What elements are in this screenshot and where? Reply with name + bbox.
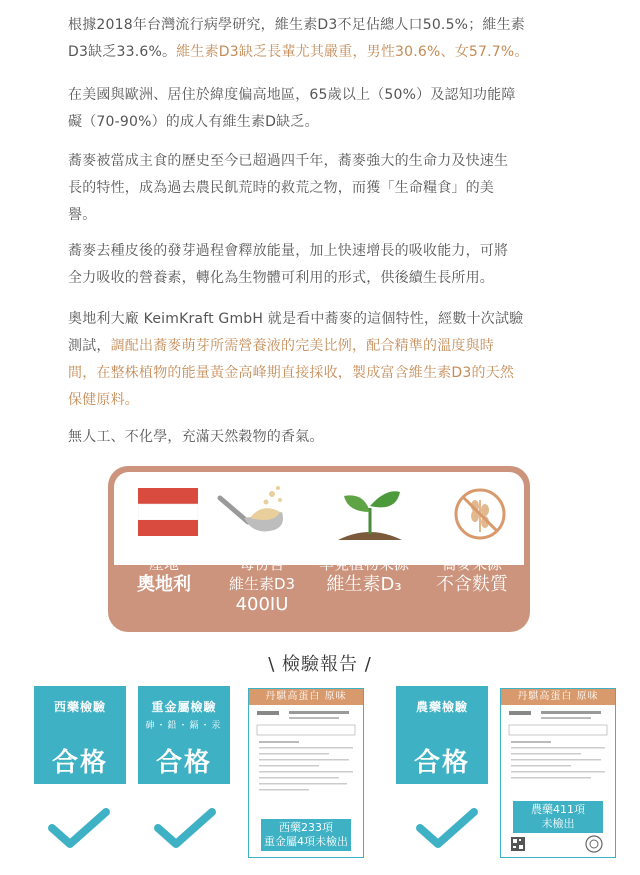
scoop-icon bbox=[214, 482, 294, 542]
document-footer-line: 重金屬4項未檢出 bbox=[264, 835, 348, 848]
paragraph-line: 無人工、不化學，充滿天然穀物的香氣。 bbox=[68, 429, 324, 445]
highlight-line: 保健原料。 bbox=[68, 392, 139, 408]
feature-source bbox=[308, 554, 420, 596]
paragraph-line: 長的特性，成為過去農民飢荒時的救荒之物，而獲「生命糧食」的美 bbox=[68, 180, 494, 196]
test-card-title: 農藥檢驗 bbox=[415, 700, 468, 714]
test-card-title: 西藥檢驗 bbox=[53, 700, 106, 714]
document-footer bbox=[261, 819, 351, 851]
paragraph-natural bbox=[68, 424, 588, 451]
paragraph-buckwheat-history bbox=[68, 148, 588, 229]
document-footer-line: 未檢出 bbox=[541, 817, 575, 830]
seal-icon bbox=[585, 835, 603, 853]
test-report-document bbox=[248, 688, 364, 858]
austria-flag-icon bbox=[138, 488, 198, 536]
highlight-text: 維生素D3缺乏長輩尤其嚴重，男性30.6%、女57.7%。 bbox=[176, 44, 529, 60]
document-header: 丹騏高蛋白 原味 bbox=[501, 689, 615, 705]
paragraph-deficiency bbox=[68, 82, 588, 136]
document-header: 丹騏高蛋白 原味 bbox=[249, 689, 363, 705]
paragraph-line bbox=[68, 39, 588, 66]
report-title: \ 檢驗報告 / bbox=[268, 654, 372, 675]
paragraph-line: 譽。 bbox=[68, 207, 97, 223]
paragraph-line: 蕎麥被當成主食的歷史至今已超過四千年，蕎麥強大的生命力及快速生 bbox=[68, 153, 509, 169]
paragraph-text: D3缺乏33.6%。 bbox=[68, 44, 177, 60]
highlight-text: 調配出蕎麥萌芽所需營養液的完美比例，配合精準的溫度與時 bbox=[110, 338, 495, 354]
paragraph-line: 在美國與歐洲、居住於緯度偏高地區，65歲以上（50%）及認知功能障 bbox=[68, 87, 516, 103]
document-lines-icon bbox=[501, 705, 615, 805]
paragraph-keimkraft bbox=[68, 306, 588, 414]
feature-value: 奧地利 bbox=[137, 574, 191, 595]
feature-label: 罕見植物來源 bbox=[318, 555, 409, 573]
feature-value: 維生素D₃ bbox=[326, 574, 402, 595]
paragraph-sprouting bbox=[68, 238, 588, 292]
check-icon bbox=[414, 806, 480, 850]
paragraph-line: 礙（70-90%）的成人有維生素D缺乏。 bbox=[68, 114, 319, 130]
document-lines-icon bbox=[249, 705, 363, 805]
test-card-heavy-metal bbox=[138, 686, 230, 784]
paragraph-line bbox=[68, 333, 588, 360]
test-card-result: 合格 bbox=[51, 748, 108, 778]
feature-origin bbox=[114, 554, 214, 596]
feature-value: 維生素D3 bbox=[228, 575, 296, 593]
test-card-pesticide bbox=[396, 686, 488, 784]
test-card-result: 合格 bbox=[155, 748, 212, 778]
test-report-document bbox=[500, 688, 616, 858]
test-card-drug bbox=[34, 686, 126, 784]
highlight-line: 間，在整株植物的能量黃金高峰期直接採收，製成富含維生素D3的天然 bbox=[68, 365, 515, 381]
test-card-title: 重金屬檢驗 bbox=[151, 700, 217, 714]
qr-code-icon bbox=[511, 837, 525, 851]
paragraph-epidemiology bbox=[68, 12, 588, 66]
feature-panel bbox=[108, 466, 530, 632]
feature-label: 產地 bbox=[148, 555, 179, 573]
paragraph-line: 根據2018年台灣流行病學研究，維生素D3不足佔總人口50.5%；維生素 bbox=[68, 17, 525, 33]
test-card-result: 合格 bbox=[413, 748, 470, 778]
no-gluten-icon bbox=[450, 484, 510, 544]
feature-label: 每份含 bbox=[239, 555, 285, 573]
feature-icon-strip bbox=[114, 472, 524, 565]
document-footer bbox=[513, 801, 603, 833]
feature-value: 不含麩質 bbox=[436, 574, 508, 595]
feature-amount: 400IU bbox=[235, 594, 289, 615]
feature-gluten bbox=[420, 554, 524, 596]
paragraph-line: 蕎麥去種皮後的發芽過程會釋放能量，加上快速增長的吸收能力，可將 bbox=[68, 243, 509, 259]
document-footer-line: 農藥411項 bbox=[531, 803, 585, 816]
paragraph-line: 奧地利大廠 KeimKraft GmbH 就是看中蕎麥的這個特性，經數十次試驗 bbox=[68, 311, 524, 327]
paragraph-line: 全力吸收的營養素，轉化為生物體可利用的形式，供後續生長所用。 bbox=[68, 270, 494, 286]
test-card-subtitle: 砷・鉛・鎘・汞 bbox=[145, 721, 223, 731]
feature-label: 蕎麥來源 bbox=[441, 555, 502, 573]
feature-serving bbox=[212, 554, 312, 616]
sprout-icon bbox=[334, 482, 406, 546]
document-footer-line: 西藥233項 bbox=[279, 821, 333, 834]
check-icon bbox=[152, 806, 218, 850]
paragraph-text: 測試， bbox=[68, 338, 111, 354]
check-icon bbox=[46, 806, 112, 850]
